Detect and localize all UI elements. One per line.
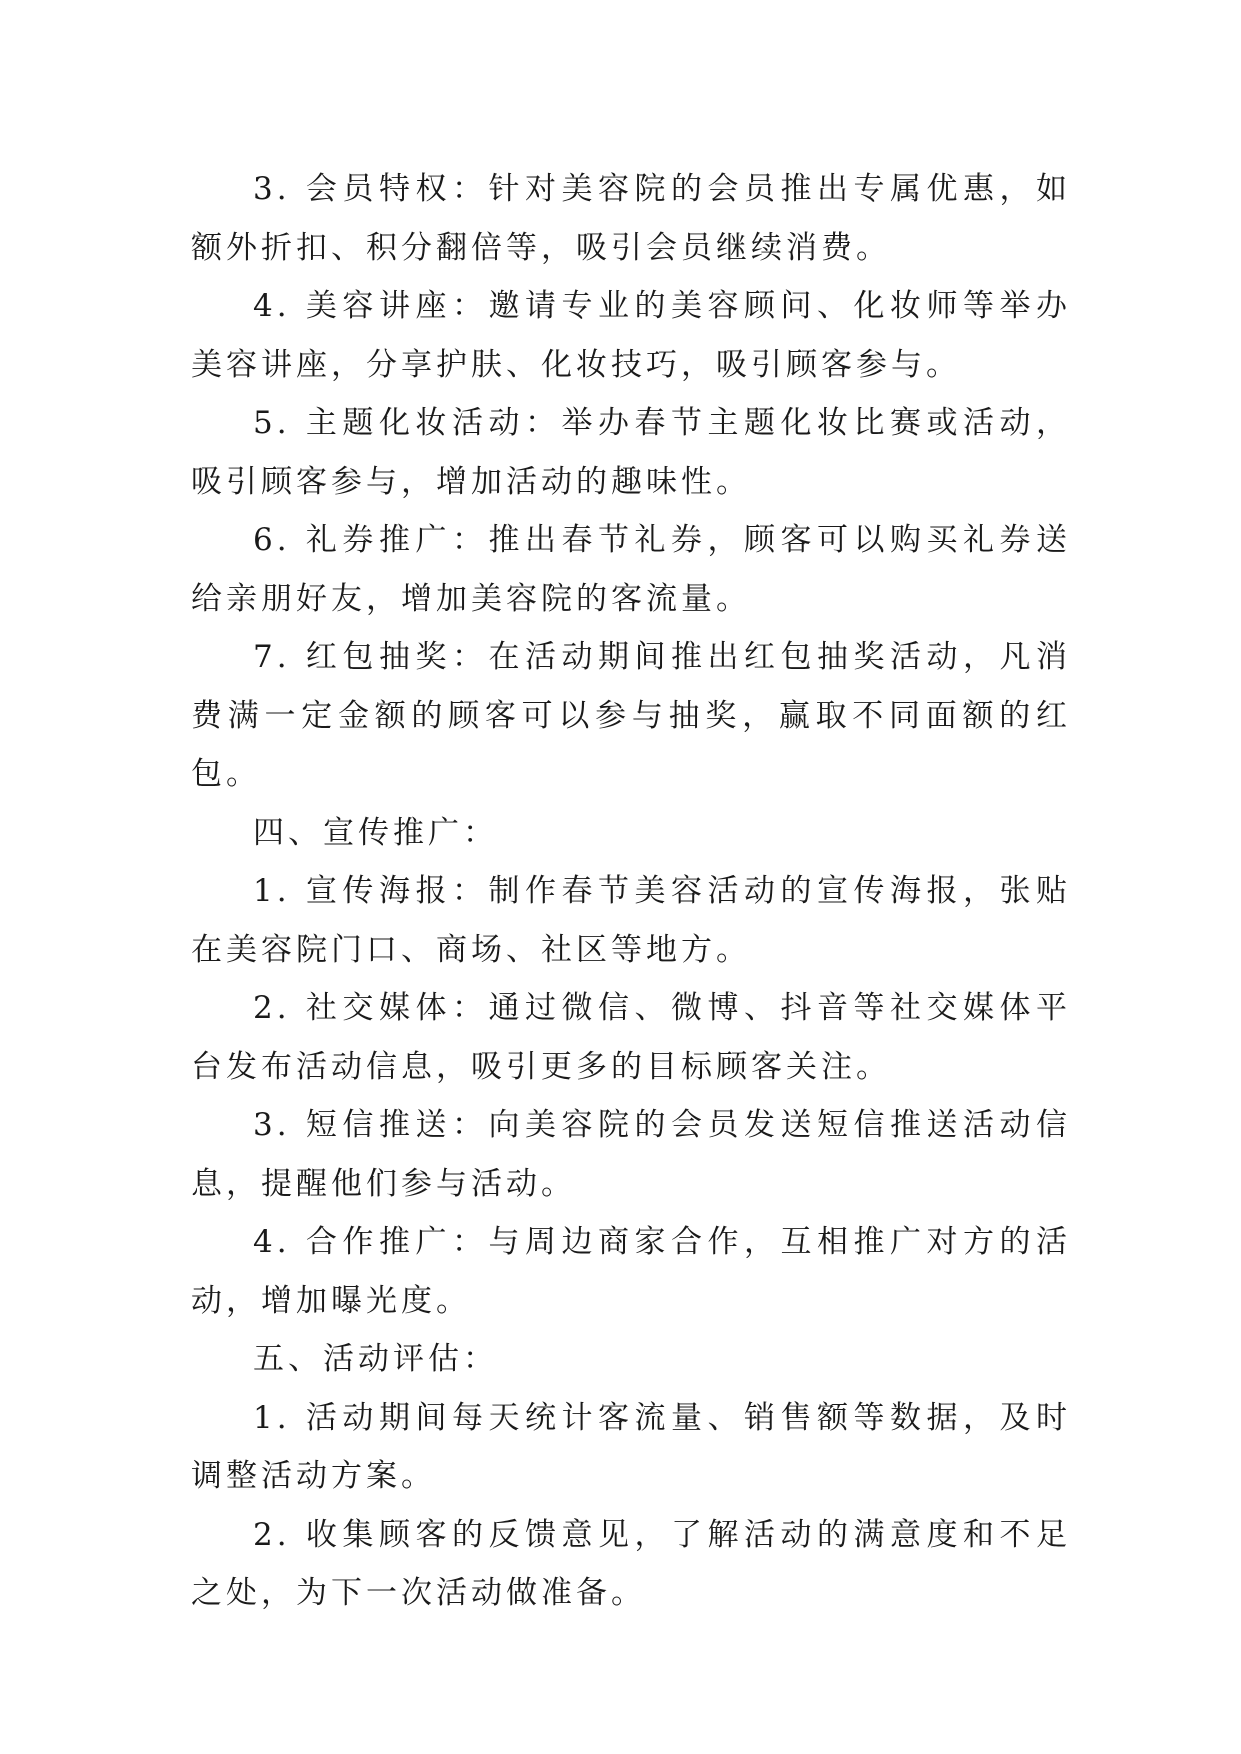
paragraph-social-media: 2. 社交媒体：通过微信、微博、抖音等社交媒体平台发布活动信息，吸引更多的目标顾客关注。 [191,990,1071,1085]
paragraph-red-envelope-lottery: 7. 红包抽奖：在活动期间推出红包抽奖活动，凡消费满一定金额的顾客可以参与抽奖，赢取不同面额的红包。 [191,639,1071,792]
document-body [191,160,1071,1623]
paragraph-feedback: 2. 收集顾客的反馈意见，了解活动的满意度和不足之处，为下一次活动做准备。 [191,1516,1071,1611]
paragraph-themed-makeup: 5. 主题化妆活动：举办春节主题化妆比赛或活动，吸引顾客参与，增加活动的趣味性。 [191,405,1071,500]
paragraph-sms-push: 3. 短信推送：向美容院的会员发送短信推送活动信息，提醒他们参与活动。 [191,1107,1071,1202]
paragraph-daily-statistics: 1. 活动期间每天统计客流量、销售额等数据，及时调整活动方案。 [191,1399,1071,1494]
paragraph-posters: 1. 宣传海报：制作春节美容活动的宣传海报，张贴在美容院门口、商场、社区等地方。 [191,873,1071,968]
section-heading-promotion: 四、宣传推广： [253,814,498,851]
paragraph-beauty-lecture: 4. 美容讲座：邀请专业的美容顾问、化妆师等举办美容讲座，分享护肤、化妆技巧，吸引顾客参与。 [191,288,1071,383]
paragraph-member-privileges: 3. 会员特权：针对美容院的会员推出专属优惠，如额外折扣、积分翻倍等，吸引会员继续消费。 [191,171,1071,266]
paragraph-gift-voucher: 6. 礼券推广：推出春节礼券，顾客可以购买礼券送给亲朋好友，增加美容院的客流量。 [191,522,1071,617]
section-heading-evaluation: 五、活动评估： [253,1341,498,1377]
paragraph-cooperation: 4. 合作推广：与周边商家合作，互相推广对方的活动，增加曝光度。 [191,1224,1071,1319]
